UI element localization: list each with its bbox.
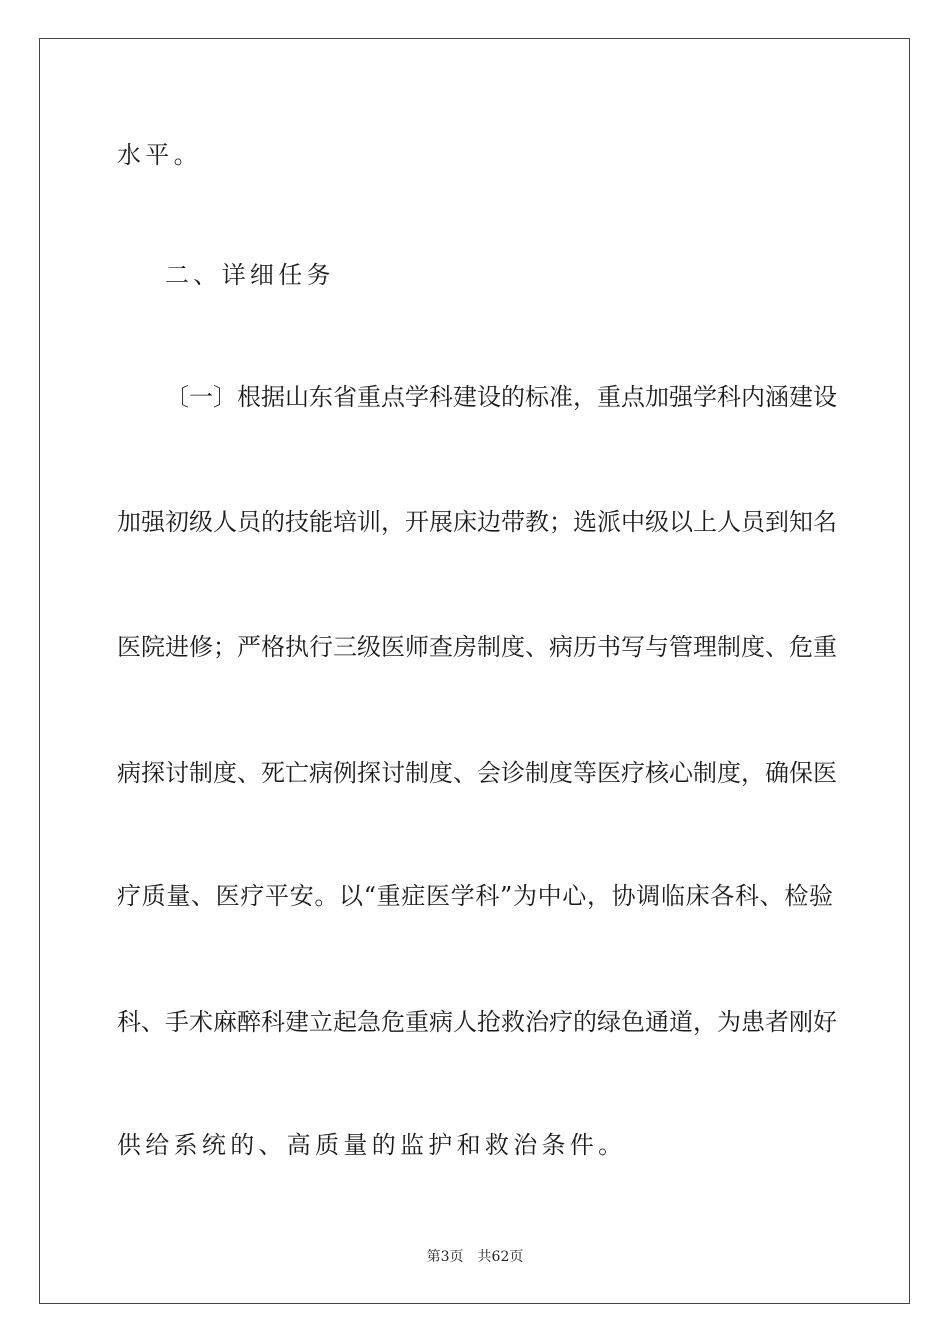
- paragraph-line-7: 疗质量、医疗平安。以“重症医学科”为中心，协调临床各科、检验: [117, 882, 833, 910]
- section-heading: 二、详细任务: [165, 261, 335, 289]
- page-footer: [0, 1248, 950, 1266]
- paragraph-line-8: 科、手术麻醉科建立起急危重病人抢救治疗的绿色通道，为患者刚好: [117, 1008, 837, 1036]
- paragraph-line-5: 医院进修；严格执行三级医师查房制度、病历书写与管理制度、危重: [117, 633, 837, 661]
- page-border: [39, 38, 910, 1304]
- paragraph-line-6: 病探讨制度、死亡病例探讨制度、会诊制度等医疗核心制度，确保医: [117, 759, 837, 787]
- paragraph-line-1: 水平。: [117, 141, 202, 169]
- paragraph-line-9: 供给系统的、高质量的监护和救治条件。: [117, 1131, 627, 1159]
- total-pages: 共62页: [477, 1249, 524, 1265]
- paragraph-line-4: 加强初级人员的技能培训，开展床边带教；选派中级以上人员到知名: [117, 508, 837, 536]
- page-number: 第3页: [426, 1249, 464, 1265]
- paragraph-line-3: 〔一〕根据山东省重点学科建设的标准，重点加强学科内涵建设: [165, 383, 837, 411]
